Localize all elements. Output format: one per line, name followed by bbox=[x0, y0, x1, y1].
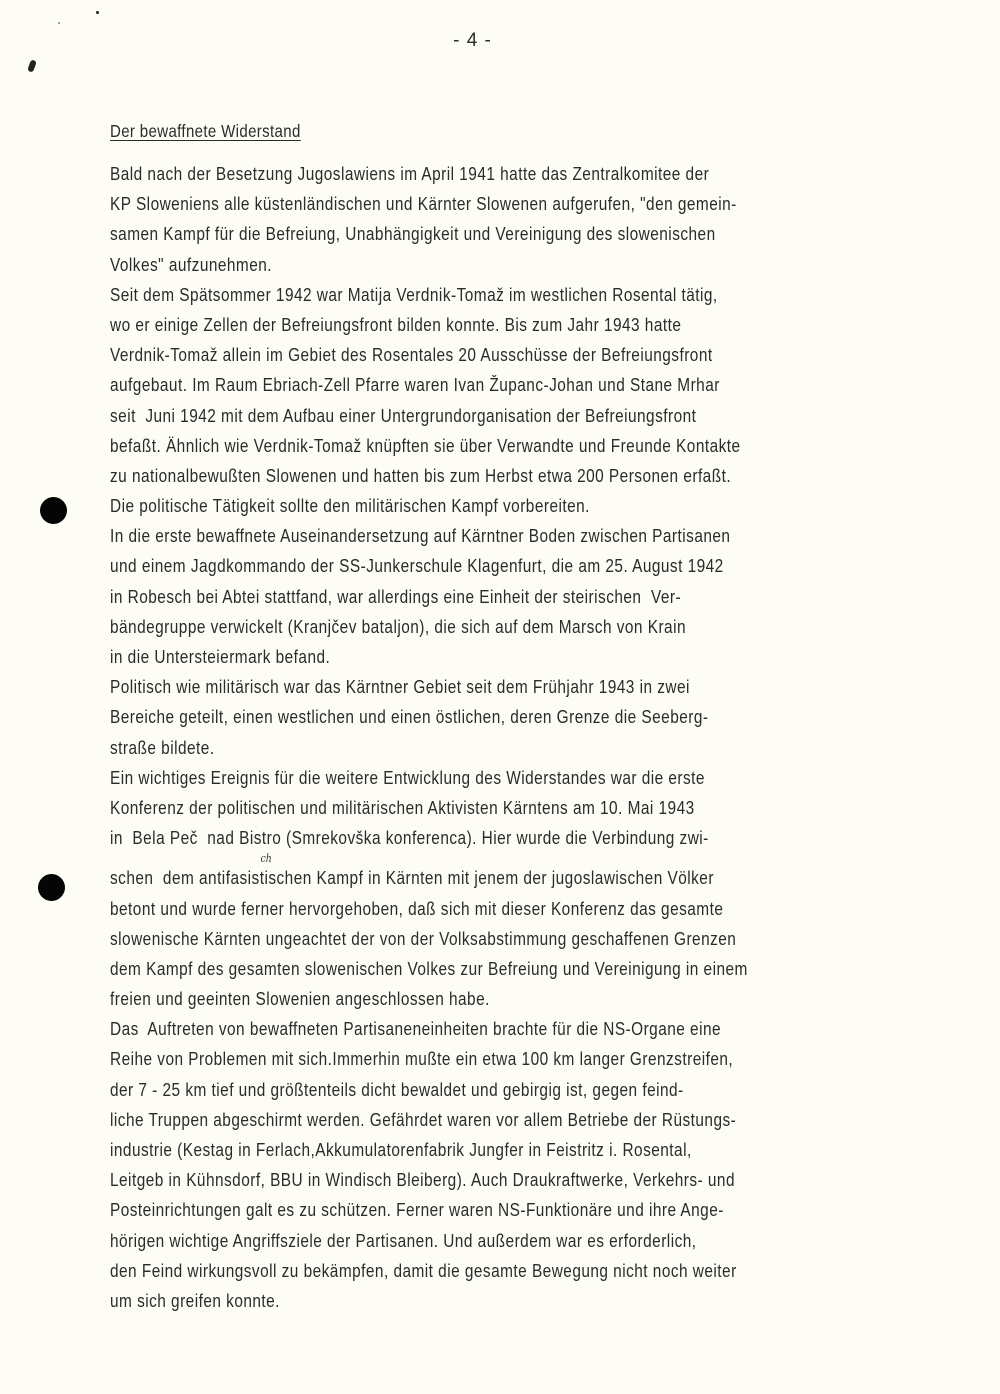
ink-mark bbox=[27, 59, 37, 72]
text-line: freien und geeinten Slowenien angeschlossen habe. bbox=[110, 989, 490, 1010]
text-line: Reihe von Problemen mit sich.Immerhin mußte ein etwa 100 km langer Grenzstreifen, bbox=[110, 1049, 734, 1070]
text-line: Das Auftreten von bewaffneten Partisaneneinheiten brachte für die NS-Organe eine bbox=[110, 1019, 722, 1040]
ink-speck bbox=[96, 11, 99, 14]
text-line: samen Kampf für die Befreiung, Unabhängigkeit und Vereinigung des slowenischen bbox=[110, 224, 716, 245]
text-line: wo er einige Zellen der Befreiungsfront bilden konnte. Bis zum Jahr 1943 hatte bbox=[110, 314, 682, 335]
text-line: bändegruppe verwickelt (Kranjčev bataljon), die sich auf dem Marsch von Krain bbox=[110, 616, 686, 637]
text-line: In die erste bewaffnete Auseinandersetzung auf Kärntner Boden zwischen Partisanen bbox=[110, 526, 731, 547]
page-number: - 4 - bbox=[453, 30, 492, 51]
text-line: dem Kampf des gesamten slowenischen Volkes zur Befreiung und Vereinigung in einem bbox=[110, 958, 748, 979]
text-line: KP Sloweniens alle küstenländischen und Kärnter Slowenen aufgerufen, "den gemein- bbox=[110, 194, 737, 215]
text-line: in Robesch bei Abtei stattfand, war allerdings eine Einheit der steirischen Ver- bbox=[110, 586, 682, 607]
punch-hole bbox=[40, 497, 67, 524]
text-line: Bald nach der Besetzung Jugoslawiens im April 1941 hatte das Zentralkomitee der bbox=[110, 164, 710, 184]
text-line: Leitgeb in Kühnsdorf, BBU in Windisch Bleiberg). Auch Draukraftwerke, Verkehrs- und bbox=[110, 1170, 736, 1191]
text-line: den Feind wirkungsvoll zu bekämpfen, damit die gesamte Bewegung nicht noch weiter bbox=[110, 1260, 737, 1281]
punch-hole bbox=[38, 874, 65, 901]
text-line: der 7 - 25 km tief und größtenteils dicht bewaldet und gebirgig ist, gegen feind- bbox=[110, 1079, 684, 1100]
text-line: Verdnik-Tomaž allein im Gebiet des Rosentales 20 Ausschüsse der Befreiungsfront bbox=[110, 345, 713, 366]
text-line: in die Untersteiermark befand. bbox=[110, 647, 331, 667]
text-line: um sich greifen konnte. bbox=[110, 1290, 280, 1311]
handwritten-annotation: ch bbox=[260, 852, 272, 866]
text-line: betont und wurde ferner hervorgehoben, daß sich mit dieser Konferenz das gesamte bbox=[110, 898, 724, 919]
text-line: Konferenz der politischen und militärischen Aktivisten Kärntens am 10. Mai 1943 bbox=[110, 797, 695, 818]
text-line: zu nationalbewußten Slowenen und hatten bis zum Herbst etwa 200 Personen erfaßt. bbox=[110, 465, 732, 486]
text-line-content: schen dem antifasistischen Kampf in Kärnten mit jenem der jugoslawischen Völker bbox=[110, 868, 714, 889]
text-line: Die politische Tätigkeit sollte den militärischen Kampf vorbereiten. bbox=[110, 496, 590, 517]
text-line: hörigen wichtige Angriffsziele der Partisanen. Und außerdem war es erforderlich, bbox=[110, 1230, 697, 1251]
text-line: aufgebaut. Im Raum Ebriach-Zell Pfarre waren Ivan Županc-Johan und Stane Mrhar bbox=[110, 375, 720, 396]
text-line: Ein wichtiges Ereignis für die weitere Entwicklung des Widerstandes war die erste bbox=[110, 767, 705, 788]
text-line: Seit dem Spätsommer 1942 war Matija Verdnik-Tomaž im westlichen Rosental tätig, bbox=[110, 284, 718, 305]
body-text bbox=[110, 159, 1000, 1316]
ink-speck bbox=[58, 22, 60, 24]
text-line: und einem Jagdkommando der SS-Junkerschule Klagenfurt, die am 25. August 1942 bbox=[110, 556, 724, 577]
text-line: befaßt. Ähnlich wie Verdnik-Tomaž knüpften sie über Verwandte und Freunde Kontakte bbox=[110, 435, 741, 456]
section-heading: Der bewaffnete Widerstand bbox=[110, 121, 301, 141]
text-line bbox=[110, 852, 965, 893]
text-line: seit Juni 1942 mit dem Aufbau einer Untergrundorganisation der Befreiungsfront bbox=[110, 405, 697, 426]
text-line: Bereiche geteilt, einen westlichen und einen östlichen, deren Grenze die Seeberg- bbox=[110, 707, 709, 728]
text-line: slowenische Kärnten ungeachtet der von der Volksabstimmung geschaffenen Grenzen bbox=[110, 928, 737, 949]
text-line: liche Truppen abgeschirmt werden. Gefährdet waren vor allem Betriebe der Rüstungs- bbox=[110, 1109, 737, 1130]
text-line: Posteinrichtungen galt es zu schützen. Ferner waren NS-Funktionäre und ihre Ange- bbox=[110, 1200, 724, 1221]
handwritten-annotation-holder bbox=[260, 851, 272, 866]
text-line: industrie (Kestag in Ferlach,Akkumulatorenfabrik Jungfer in Feistritz i. Rosental, bbox=[110, 1140, 692, 1160]
text-line: straße bildete. bbox=[110, 737, 215, 758]
text-line: Politisch wie militärisch war das Kärntner Gebiet seit dem Frühjahr 1943 in zwei bbox=[110, 677, 690, 698]
text-line: in Bela Peč nad Bistro (Smrekovška konferenca). Hier wurde die Verbindung zwi- bbox=[110, 828, 709, 849]
text-line: Volkes" aufzunehmen. bbox=[110, 254, 273, 275]
